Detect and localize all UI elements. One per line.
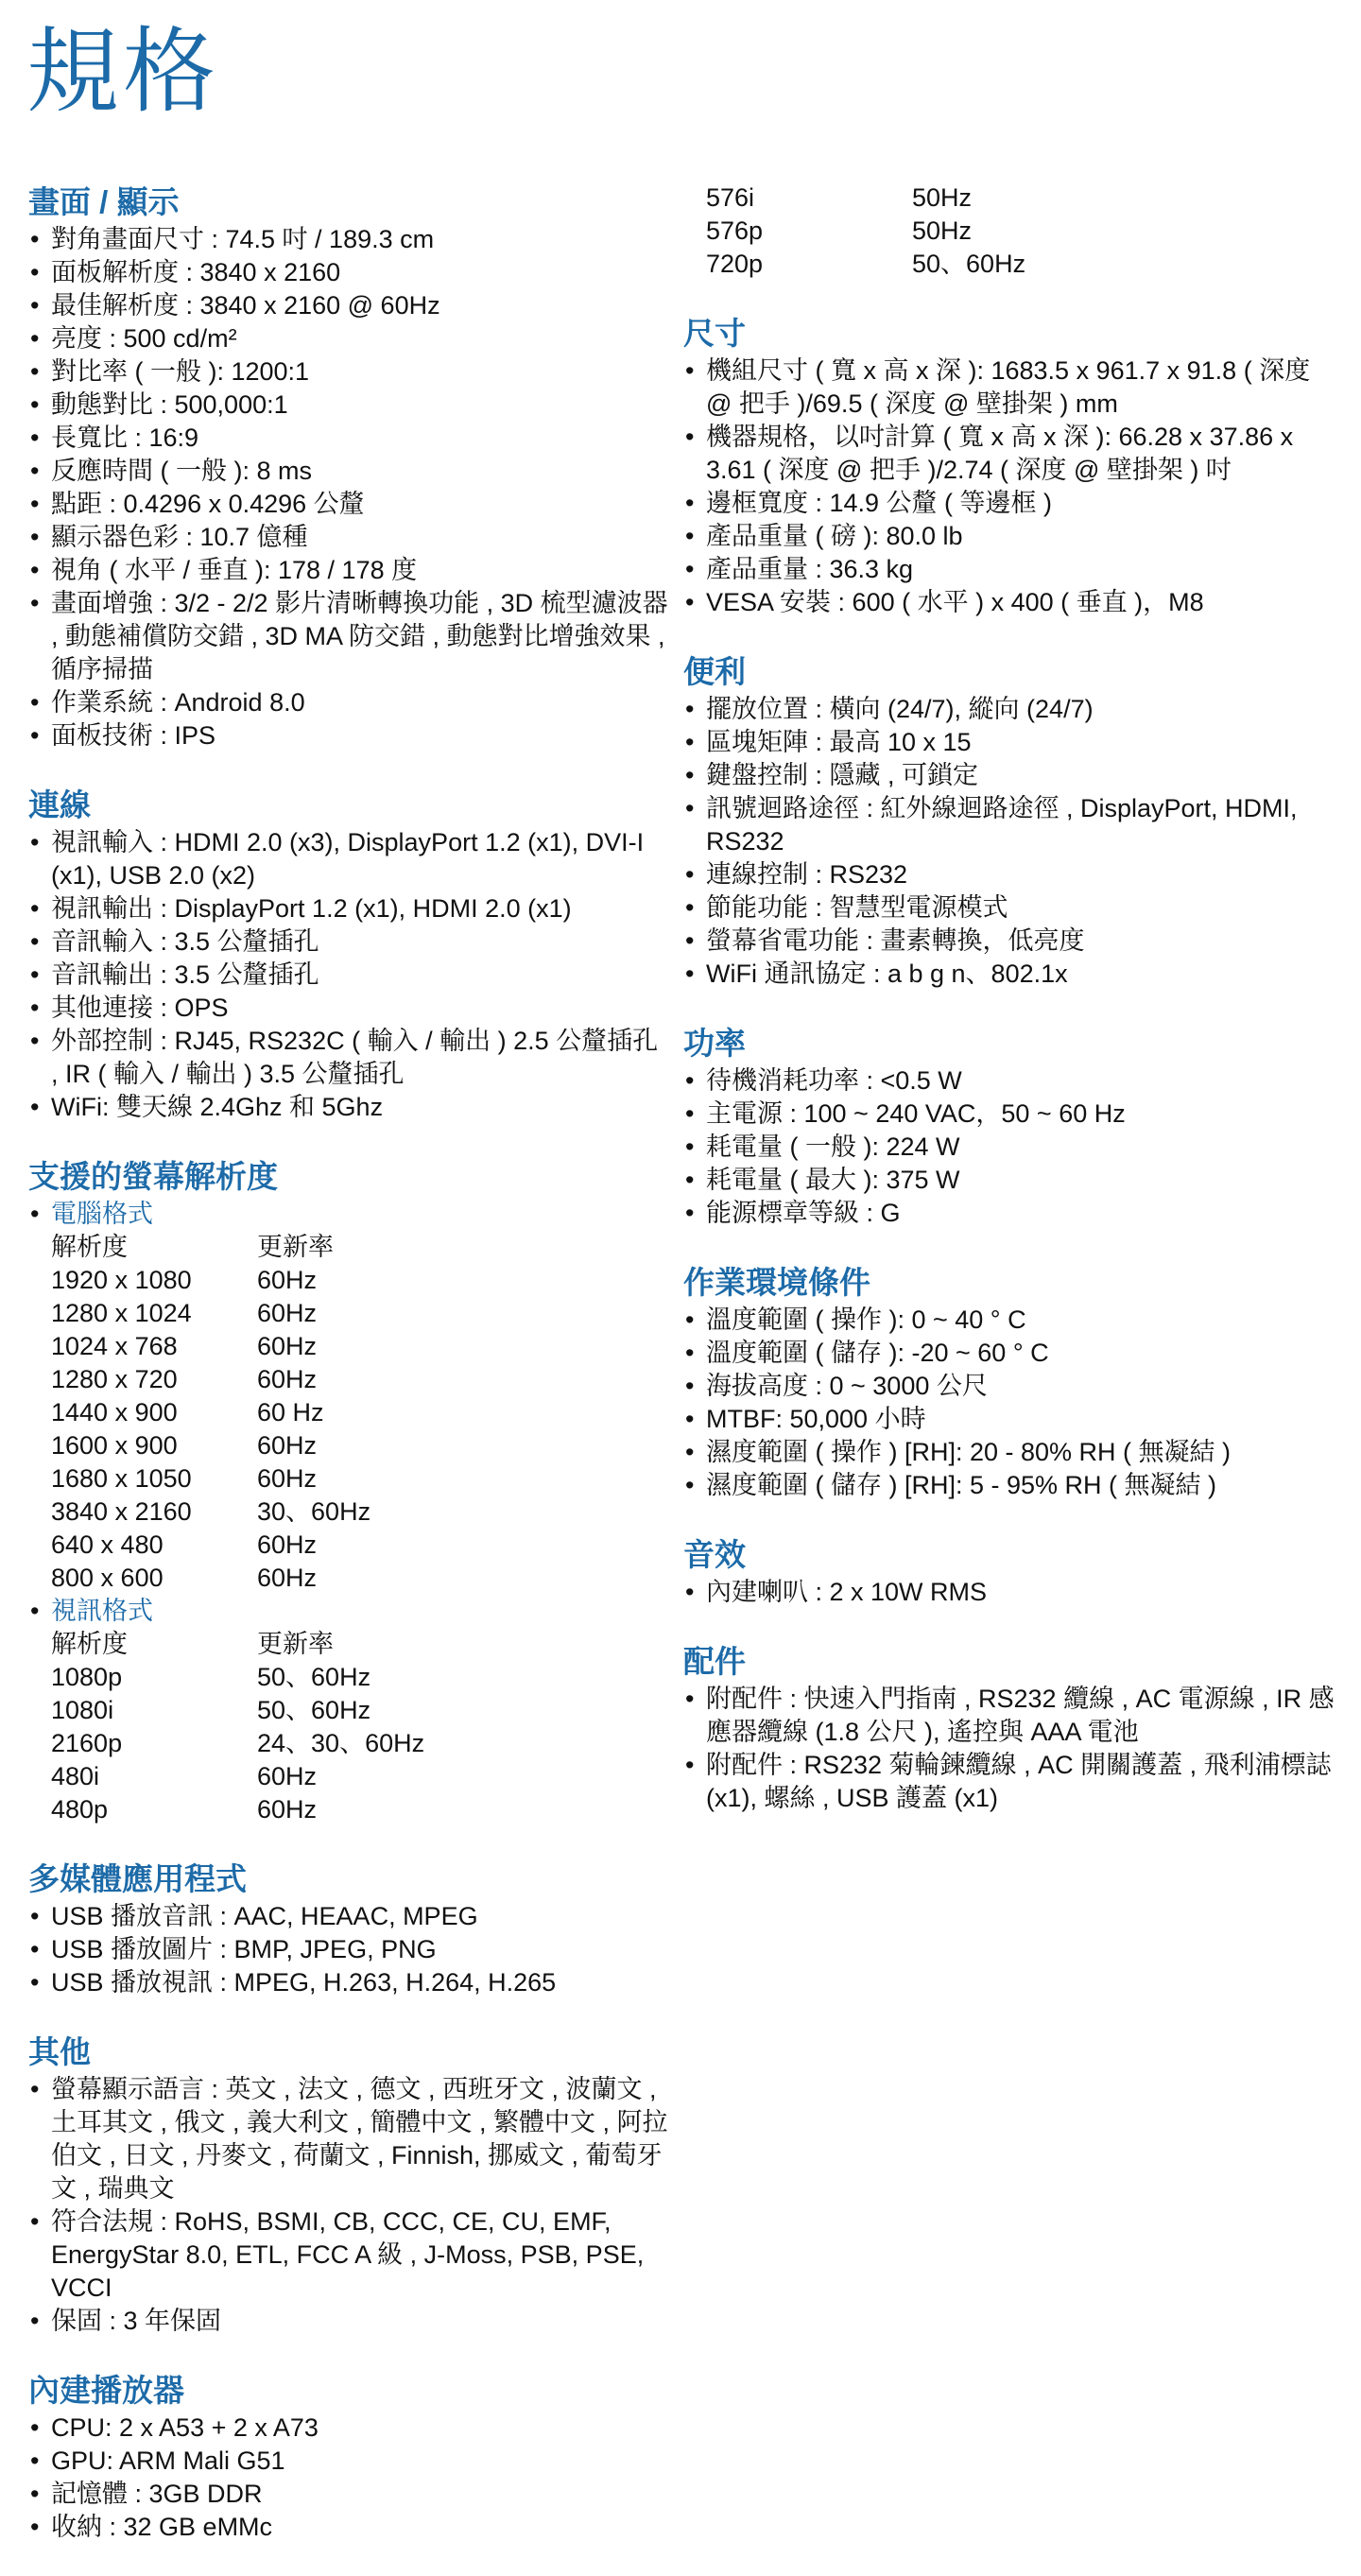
section-title-misc: 其他 [28,2034,91,2069]
list-item: • VESA 安裝 : 600 ( 水平 ) x 400 ( 垂直 )，M8 [683,586,1335,619]
table-row [51,1661,671,1694]
sound-list [683,1576,1335,1609]
table-header-cell: 解析度 [51,1233,128,1261]
table-cell: 50、60Hz [257,1696,371,1724]
list-item: • 點距 : 0.4296 x 0.4296 公釐 [28,488,671,521]
table-row [706,182,1335,215]
list-item: • 邊框寬度 : 14.9 公釐 ( 等邊框 ) [683,487,1335,520]
table-cell: 60Hz [257,1266,318,1294]
table-cell: 60Hz [257,1299,318,1327]
list-item: • 主電源 : 100 ~ 240 VAC，50 ~ 60 Hz [683,1098,1335,1131]
table-row [51,1330,671,1363]
section-title-convenience: 便利 [683,654,746,689]
list-item: • 長寬比 : 16:9 [28,422,671,455]
list-item: • 海拔高度 : 0 ~ 3000 公尺 [683,1370,1335,1403]
table-row [51,1297,671,1330]
environment-list [683,1304,1335,1502]
list-item: • WiFi: 雙天線 2.4Ghz 和 5Ghz [28,1091,671,1124]
section-title-sound: 音效 [683,1537,746,1572]
table-header-row [51,1628,671,1661]
list-item: • 區塊矩陣 : 最高 10 x 15 [683,726,1335,759]
table-row [51,1562,671,1595]
table-row [51,1462,671,1495]
table-cell: 50、60Hz [912,250,1026,278]
table-row [51,1793,671,1826]
list-item: • 附配件 : RS232 菊輪鍊纜線 , AC 開關護蓋 , 飛利浦標誌 (x1), 螺絲 , USB 護蓋 (x1) [683,1749,1335,1815]
table-cell: 1024 x 768 [51,1332,178,1360]
list-item: • 收納 : 32 GB eMMc [28,2511,671,2544]
list-item: • 視訊輸入 : HDMI 2.0 (x3), DisplayPort 1.2 (x1), DVI-I (x1), USB 2.0 (x2) [28,826,671,892]
table-row [706,248,1335,281]
table-row [51,1363,671,1396]
video-format-table-continued [706,182,1335,281]
list-item: • 附配件 : 快速入門指南 , RS232 纜線 , AC 電源線 , IR 感應器纜線 (1.8 公尺 ), 遙控與 AAA 電池 [683,1683,1335,1749]
table-row [706,215,1335,248]
table-cell: 1080p [51,1663,123,1691]
resolution-pc-table [51,1231,671,1595]
list-item: • 機器規格，以吋計算 ( 寬 x 高 x 深 ): 66.28 x 37.86 x 3.61 ( 深度 @ 把手 )/2.74 ( 深度 @ 壁掛架 ) 吋 [683,421,1335,487]
accessories-list [683,1683,1335,1815]
list-item: • 擺放位置 : 橫向 (24/7), 縱向 (24/7) [683,693,1335,726]
list-item: • 產品重量 ( 磅 ): 80.0 lb [683,520,1335,553]
table-cell: 1080i [51,1696,114,1724]
table-cell: 60Hz [257,1564,318,1592]
table-cell: 60Hz [257,1795,318,1824]
list-item: • MTBF: 50,000 小時 [683,1403,1335,1436]
list-item: • 產品重量 : 36.3 kg [683,553,1335,586]
section-title-resolution: 支援的螢幕解析度 [28,1159,278,1194]
multimedia-list [28,1900,671,1999]
table-cell: 480i [51,1762,100,1790]
table-cell: 576p [706,216,764,245]
section-convenience [683,651,1335,991]
list-item: • 最佳解析度 : 3840 x 2160 @ 60Hz [28,289,671,322]
table-header-row [51,1231,671,1264]
list-item: • 溫度範圍 ( 儲存 ): -20 ~ 60 ° C [683,1337,1335,1370]
list-item: • 動態對比 : 500,000:1 [28,389,671,422]
list-item: • 面板技術 : IPS [28,719,671,752]
list-item: • 音訊輸出 : 3.5 公釐插孔 [28,959,671,992]
player-list [28,2412,671,2544]
list-item: • 耗電量 ( 最大 ): 375 W [683,1164,1335,1197]
list-item: • 內建喇叭 : 2 x 10W RMS [683,1576,1335,1609]
section-misc [28,2031,671,2338]
table-cell: 60Hz [257,1332,318,1360]
list-item: • 對角畫面尺寸 : 74.5 吋 / 189.3 cm [28,223,671,256]
table-row [51,1495,671,1529]
table-cell: 640 x 480 [51,1530,164,1559]
table-cell: 1440 x 900 [51,1398,178,1426]
list-item: • GPU: ARM Mali G51 [28,2445,671,2478]
list-item: • 機組尺寸 ( 寬 x 高 x 深 ): 1683.5 x 961.7 x 91.8 ( 深度 @ 把手 )/69.5 ( 深度 @ 壁掛架 ) mm [683,354,1335,421]
section-title-multimedia: 多媒體應用程式 [28,1861,247,1896]
list-item: • 待機消耗功率 : <0.5 W [683,1064,1335,1098]
list-item: • 視訊格式 [28,1595,671,1628]
dimensions-list [683,354,1335,619]
list-item: • 音訊輸入 : 3.5 公釐插孔 [28,925,671,959]
section-title-accessories: 配件 [683,1644,746,1679]
section-power [683,1023,1335,1230]
section-accessories [683,1641,1335,1815]
section-dimensions [683,313,1335,619]
table-cell: 1600 x 900 [51,1431,178,1460]
list-item: • 耗電量 ( 一般 ): 224 W [683,1131,1335,1164]
list-item: • USB 播放音訊 : AAC, HEAAC, MPEG [28,1900,671,1933]
table-cell: 24、30、60Hz [257,1729,425,1757]
resolution-video-table [51,1628,671,1826]
list-item: • 保固 : 3 年保固 [28,2305,671,2338]
convenience-list [683,693,1335,991]
table-cell: 60Hz [257,1762,318,1790]
list-item: • 反應時間 ( 一般 ): 8 ms [28,455,671,488]
list-item: • 螢幕省電功能 : 畫素轉換，低亮度 [683,925,1335,958]
section-title-dimensions: 尺寸 [683,316,746,351]
section-multimedia [28,1859,671,1999]
section-title-power: 功率 [683,1026,746,1061]
table-row [51,1529,671,1562]
table-header-cell: 更新率 [257,1233,334,1261]
list-item: • 鍵盤控制 : 隱藏 , 可鎖定 [683,759,1335,792]
section-resolution [28,1156,671,1826]
section-title-connectivity: 連線 [28,787,91,822]
list-item: • 面板解析度 : 3840 x 2160 [28,256,671,289]
table-cell: 60Hz [257,1464,318,1493]
section-title-player: 內建播放器 [28,2373,184,2408]
table-cell: 50Hz [912,216,973,245]
misc-list [28,2073,671,2338]
table-row [51,1760,671,1793]
section-display [28,182,671,752]
list-item: • 濕度範圍 ( 操作 ) [RH]: 20 - 80% RH ( 無凝結 ) [683,1436,1335,1469]
left-column [28,182,671,2576]
section-title-environment: 作業環境條件 [683,1265,870,1300]
table-cell: 720p [706,250,764,278]
list-item: • 作業系統 : Android 8.0 [28,686,671,719]
resolution-pc-label [28,1198,671,1231]
list-item: • 對比率 ( 一般 ): 1200:1 [28,355,671,389]
table-row [51,1727,671,1760]
list-item: • 視訊輸出 : DisplayPort 1.2 (x1), HDMI 2.0 (x1) [28,892,671,925]
section-environment [683,1262,1335,1502]
power-list [683,1064,1335,1230]
table-cell: 60Hz [257,1365,318,1393]
list-item: • 螢幕顯示語言 : 英文 , 法文 , 德文 , 西班牙文 , 波蘭文 , 土耳其文 , 俄文 , 義大利文 , 簡體中文 , 繁體中文 , 阿拉伯文 , 日文 , 丹麥文 , 荷蘭文 , Finnish, 挪威文 , 葡萄牙文 , 瑞典文 [28,2073,671,2205]
table-cell: 50、60Hz [257,1663,371,1691]
connectivity-list [28,826,671,1124]
table-cell: 1280 x 1024 [51,1299,192,1327]
right-column [683,182,1335,1847]
section-title-display: 畫面 / 顯示 [28,184,180,219]
table-cell: 1680 x 1050 [51,1464,192,1493]
table-header-cell: 更新率 [257,1630,334,1658]
table-cell: 60Hz [257,1530,318,1559]
list-item: • 濕度範圍 ( 儲存 ) [RH]: 5 - 95% RH ( 無凝結 ) [683,1469,1335,1502]
list-item: • 連線控制 : RS232 [683,858,1335,891]
list-item: • USB 播放圖片 : BMP, JPEG, PNG [28,1933,671,1966]
list-item: • 溫度範圍 ( 操作 ): 0 ~ 40 ° C [683,1304,1335,1337]
table-cell: 3840 x 2160 [51,1497,192,1526]
list-item: • 顯示器色彩 : 10.7 億種 [28,521,671,554]
table-cell: 60Hz [257,1431,318,1460]
table-cell: 60 Hz [257,1398,324,1426]
page-title: 規格 [26,19,220,123]
list-item: • 記憶體 : 3GB DDR [28,2478,671,2511]
table-cell: 50Hz [912,183,973,212]
table-cell: 2160p [51,1729,123,1757]
table-row [51,1396,671,1429]
list-item: • USB 播放視訊 : MPEG, H.263, H.264, H.265 [28,1966,671,1999]
list-item: • 外部控制 : RJ45, RS232C ( 輸入 / 輸出 ) 2.5 公釐插孔 , IR ( 輸入 / 輸出 ) 3.5 公釐插孔 [28,1025,671,1091]
list-item: • 其他連接 : OPS [28,992,671,1025]
table-cell: 30、60Hz [257,1497,371,1526]
list-item: • CPU: 2 x A53 + 2 x A73 [28,2412,671,2445]
table-cell: 800 x 600 [51,1564,164,1592]
list-item: • 亮度 : 500 cd/m² [28,322,671,355]
list-item: • 節能功能 : 智慧型電源模式 [683,891,1335,925]
list-item: • 畫面增強 : 3/2 - 2/2 影片清晰轉換功能 , 3D 梳型濾波器 , 動態補償防交錯 , 3D MA 防交錯 , 動態對比增強效果 , 循序掃描 [28,587,671,686]
list-item: • 電腦格式 [28,1198,671,1231]
table-cell: 480p [51,1795,109,1824]
table-row [51,1694,671,1727]
list-item: • 符合法規 : RoHS, BSMI, CB, CCC, CE, CU, EMF, EnergyStar 8.0, ETL, FCC A 級 , J-Moss, PSB, PSE, VCCI [28,2205,671,2305]
section-sound [683,1534,1335,1609]
table-row [51,1429,671,1462]
section-connectivity [28,785,671,1124]
table-cell: 576i [706,183,755,212]
table-cell: 1280 x 720 [51,1365,178,1393]
list-item: • 訊號迴路途徑 : 紅外線迴路途徑 , DisplayPort, HDMI, RS232 [683,792,1335,858]
table-cell: 1920 x 1080 [51,1266,192,1294]
resolution-video-label [28,1595,671,1628]
display-list [28,223,671,752]
list-item: • 能源標章等級 : G [683,1197,1335,1230]
list-item: • 視角 ( 水平 / 垂直 ): 178 / 178 度 [28,554,671,587]
section-player [28,2370,671,2544]
list-item: • WiFi 通訊協定 : a b g n、802.1x [683,958,1335,991]
table-row [51,1264,671,1297]
table-header-cell: 解析度 [51,1630,128,1658]
